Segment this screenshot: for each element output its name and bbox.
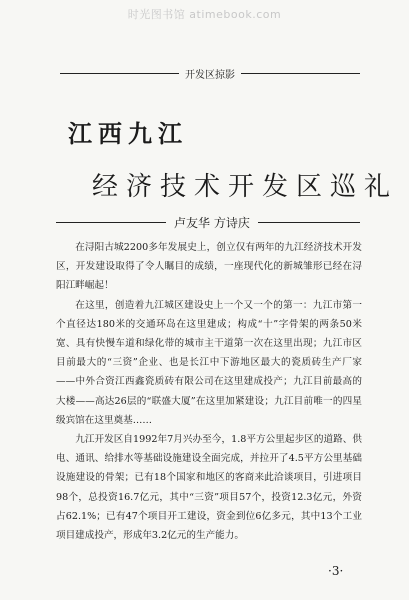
header-rule-left (60, 73, 179, 74)
paragraph: 在浔阳古城2200多年发展史上，创立仅有两年的九江经济技术开发区，开发建设取得了令人瞩目的成绩，一座现代化的新城雏形已经在浔阳江畔崛起！ (56, 242, 362, 292)
page-number: ·3· (328, 564, 344, 578)
author-rule-right (258, 222, 360, 223)
watermark-text: 时光图书馆 atimebook.com (127, 8, 282, 21)
article-subtitle: 经济技术开发区巡礼 (92, 172, 399, 202)
paragraph: 在这里，创造着九江城区建设史上一个又一个的第一：九江市第一个直径达180米的交通环岛在这里建成；构成“十”字骨架的两条50米宽、具有快慢车道和绿化带的城市主干道第一次在这里出现；九江市区目前最大的“三资”企业、也是长江中下游地区最大的瓷质砖生产厂家——中外合资江西鑫瓷质砖有限公司在这里建成投产；九江目前最高的大楼——高达26层的“联盛大厦”在这里加紧建设；九江目前唯一的四星级宾馆在这里奠基…… (56, 299, 362, 426)
author-names: 卢友华 方诗庆 (174, 216, 250, 230)
article-title: 江西九江 (68, 119, 188, 148)
author-rule-left (56, 222, 166, 223)
author-line (56, 214, 360, 231)
article-body (56, 238, 362, 545)
header-rule-right (241, 73, 360, 74)
section-header (60, 66, 360, 81)
paragraph: 九江开发区自1992年7月兴办至今，1.8平方公里起步区的道路、供电、通讯、给排水等基础设施建设全面完成，并拉开了4.5平方公里基础设施建设的骨架；已有18个国家和地区的客商来此洽谈项目，引进项目98个，总投资16.7亿元，其中“三资”项目57个，投资12.3亿元，外资占62.1%；已有47个项目开工建设，资金到位6亿多元，其中13个工业项目建成投产，形成年3.2亿元的生产能力。 (56, 434, 362, 542)
section-header-label: 开发区掠影 (185, 70, 235, 81)
